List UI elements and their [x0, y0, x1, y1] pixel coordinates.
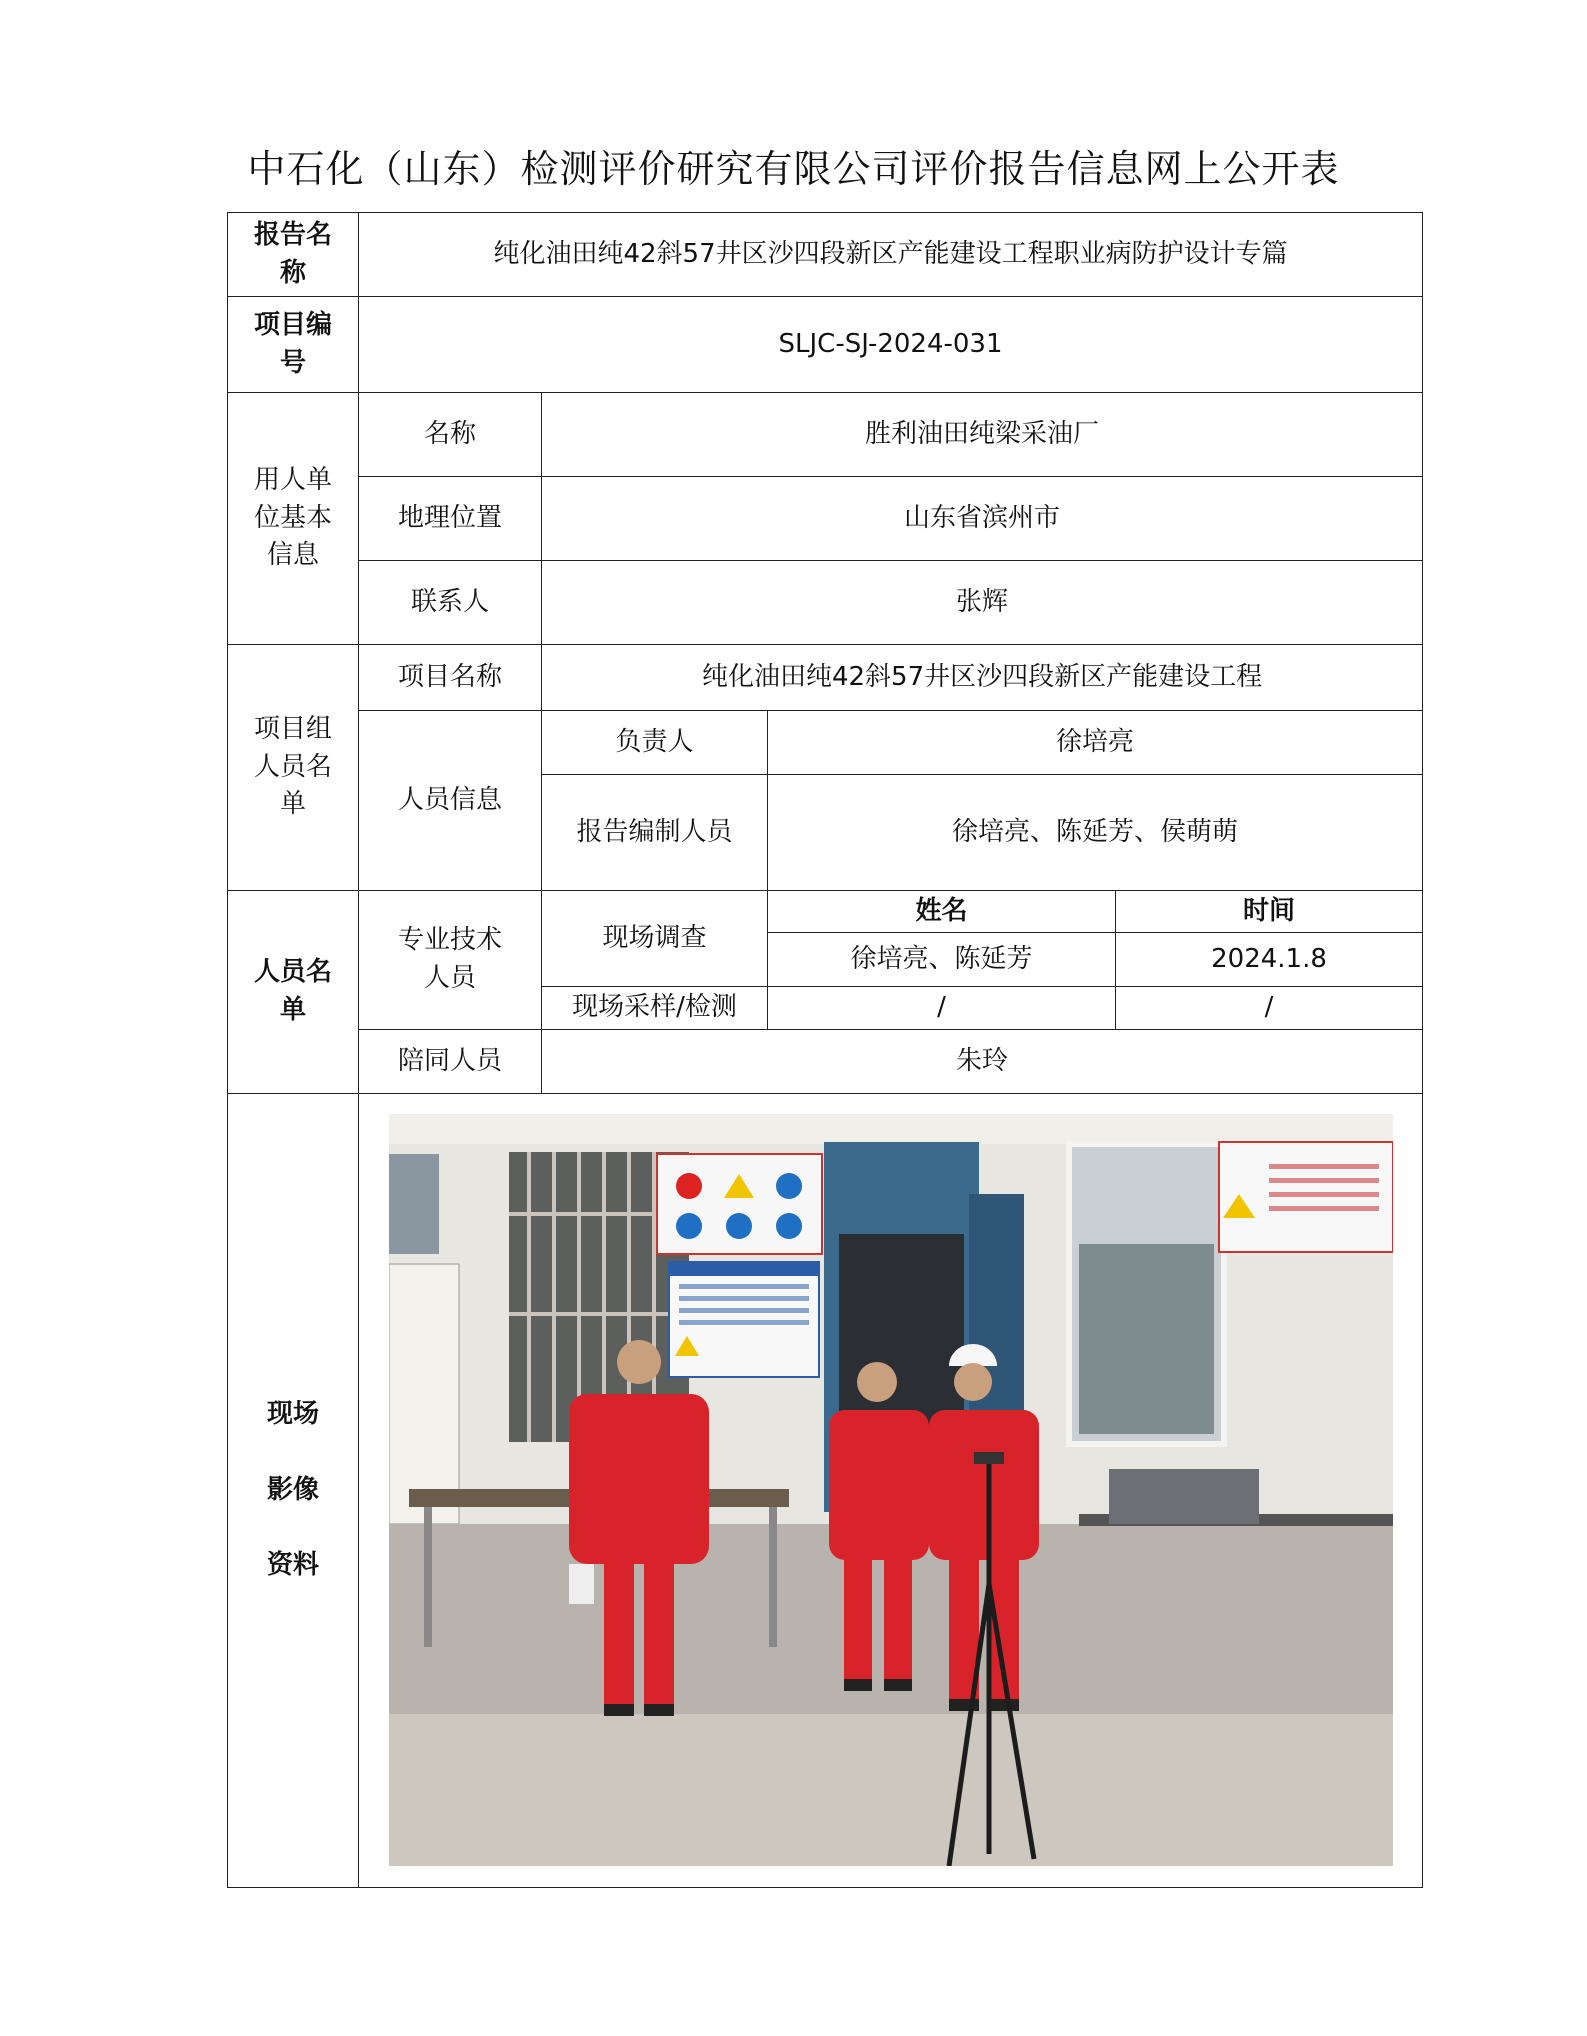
survey-time: 2024.1.8 — [1116, 933, 1423, 987]
location-label: 地理位置 — [359, 477, 542, 561]
info-table — [227, 212, 1423, 1888]
leader-label: 负责人 — [542, 711, 768, 775]
project-team-label: 项目组人员名单 — [228, 645, 359, 891]
editors-value: 徐培亮、陈延芳、侯萌萌 — [768, 775, 1423, 891]
project-name-label: 项目名称 — [359, 645, 542, 711]
row-site-photo — [228, 1094, 1423, 1888]
survey-label: 现场调查 — [542, 891, 768, 987]
row-leader — [228, 711, 1423, 775]
row-employer-name — [228, 393, 1423, 477]
name-header: 姓名 — [768, 891, 1116, 933]
accompany-label: 陪同人员 — [359, 1030, 542, 1094]
employer-label: 用人单位基本信息 — [228, 393, 359, 645]
row-employer-contact — [228, 561, 1423, 645]
time-header: 时间 — [1116, 891, 1423, 933]
row-project-name — [228, 645, 1423, 711]
sampling-names: / — [768, 987, 1116, 1030]
site-photo — [389, 1114, 1393, 1866]
page-title: 中石化（山东）检测评价研究有限公司评价报告信息网上公开表 — [247, 147, 1340, 191]
leader-value: 徐培亮 — [768, 711, 1423, 775]
employer-name-label: 名称 — [359, 393, 542, 477]
site-photo-cell — [359, 1094, 1423, 1888]
report-name-label: 报告名称 — [228, 213, 359, 297]
warning-board-icon — [657, 1154, 822, 1254]
contact-value: 张辉 — [542, 561, 1423, 645]
sampling-time: / — [1116, 987, 1423, 1030]
staff-label: 人员名单 — [228, 891, 359, 1094]
staff-info-label: 人员信息 — [359, 711, 542, 891]
row-staff-header — [228, 891, 1423, 933]
project-no-label: 项目编号 — [228, 297, 359, 393]
report-name-value: 纯化油田纯42斜57井区沙四段新区产能建设工程职业病防护设计专篇 — [359, 213, 1423, 297]
contact-label: 联系人 — [359, 561, 542, 645]
row-report-name — [228, 213, 1423, 297]
survey-names: 徐培亮、陈延芳 — [768, 933, 1116, 987]
tech-staff-label: 专业技术人员 — [359, 891, 542, 1030]
location-value: 山东省滨州市 — [542, 477, 1423, 561]
accompany-value: 朱玲 — [542, 1030, 1423, 1094]
row-accompany — [228, 1030, 1423, 1094]
hazard-notice-icon — [669, 1262, 819, 1377]
editors-label: 报告编制人员 — [542, 775, 768, 891]
row-employer-location — [228, 477, 1423, 561]
project-name-value: 纯化油田纯42斜57井区沙四段新区产能建设工程 — [542, 645, 1423, 711]
project-no-value: SLJC-SJ-2024-031 — [359, 297, 1423, 393]
site-photo-label: 现场影像资料 — [228, 1094, 359, 1888]
sampling-label: 现场采样/检测 — [542, 987, 768, 1030]
employer-name-value: 胜利油田纯梁采油厂 — [542, 393, 1423, 477]
row-project-no — [228, 297, 1423, 393]
